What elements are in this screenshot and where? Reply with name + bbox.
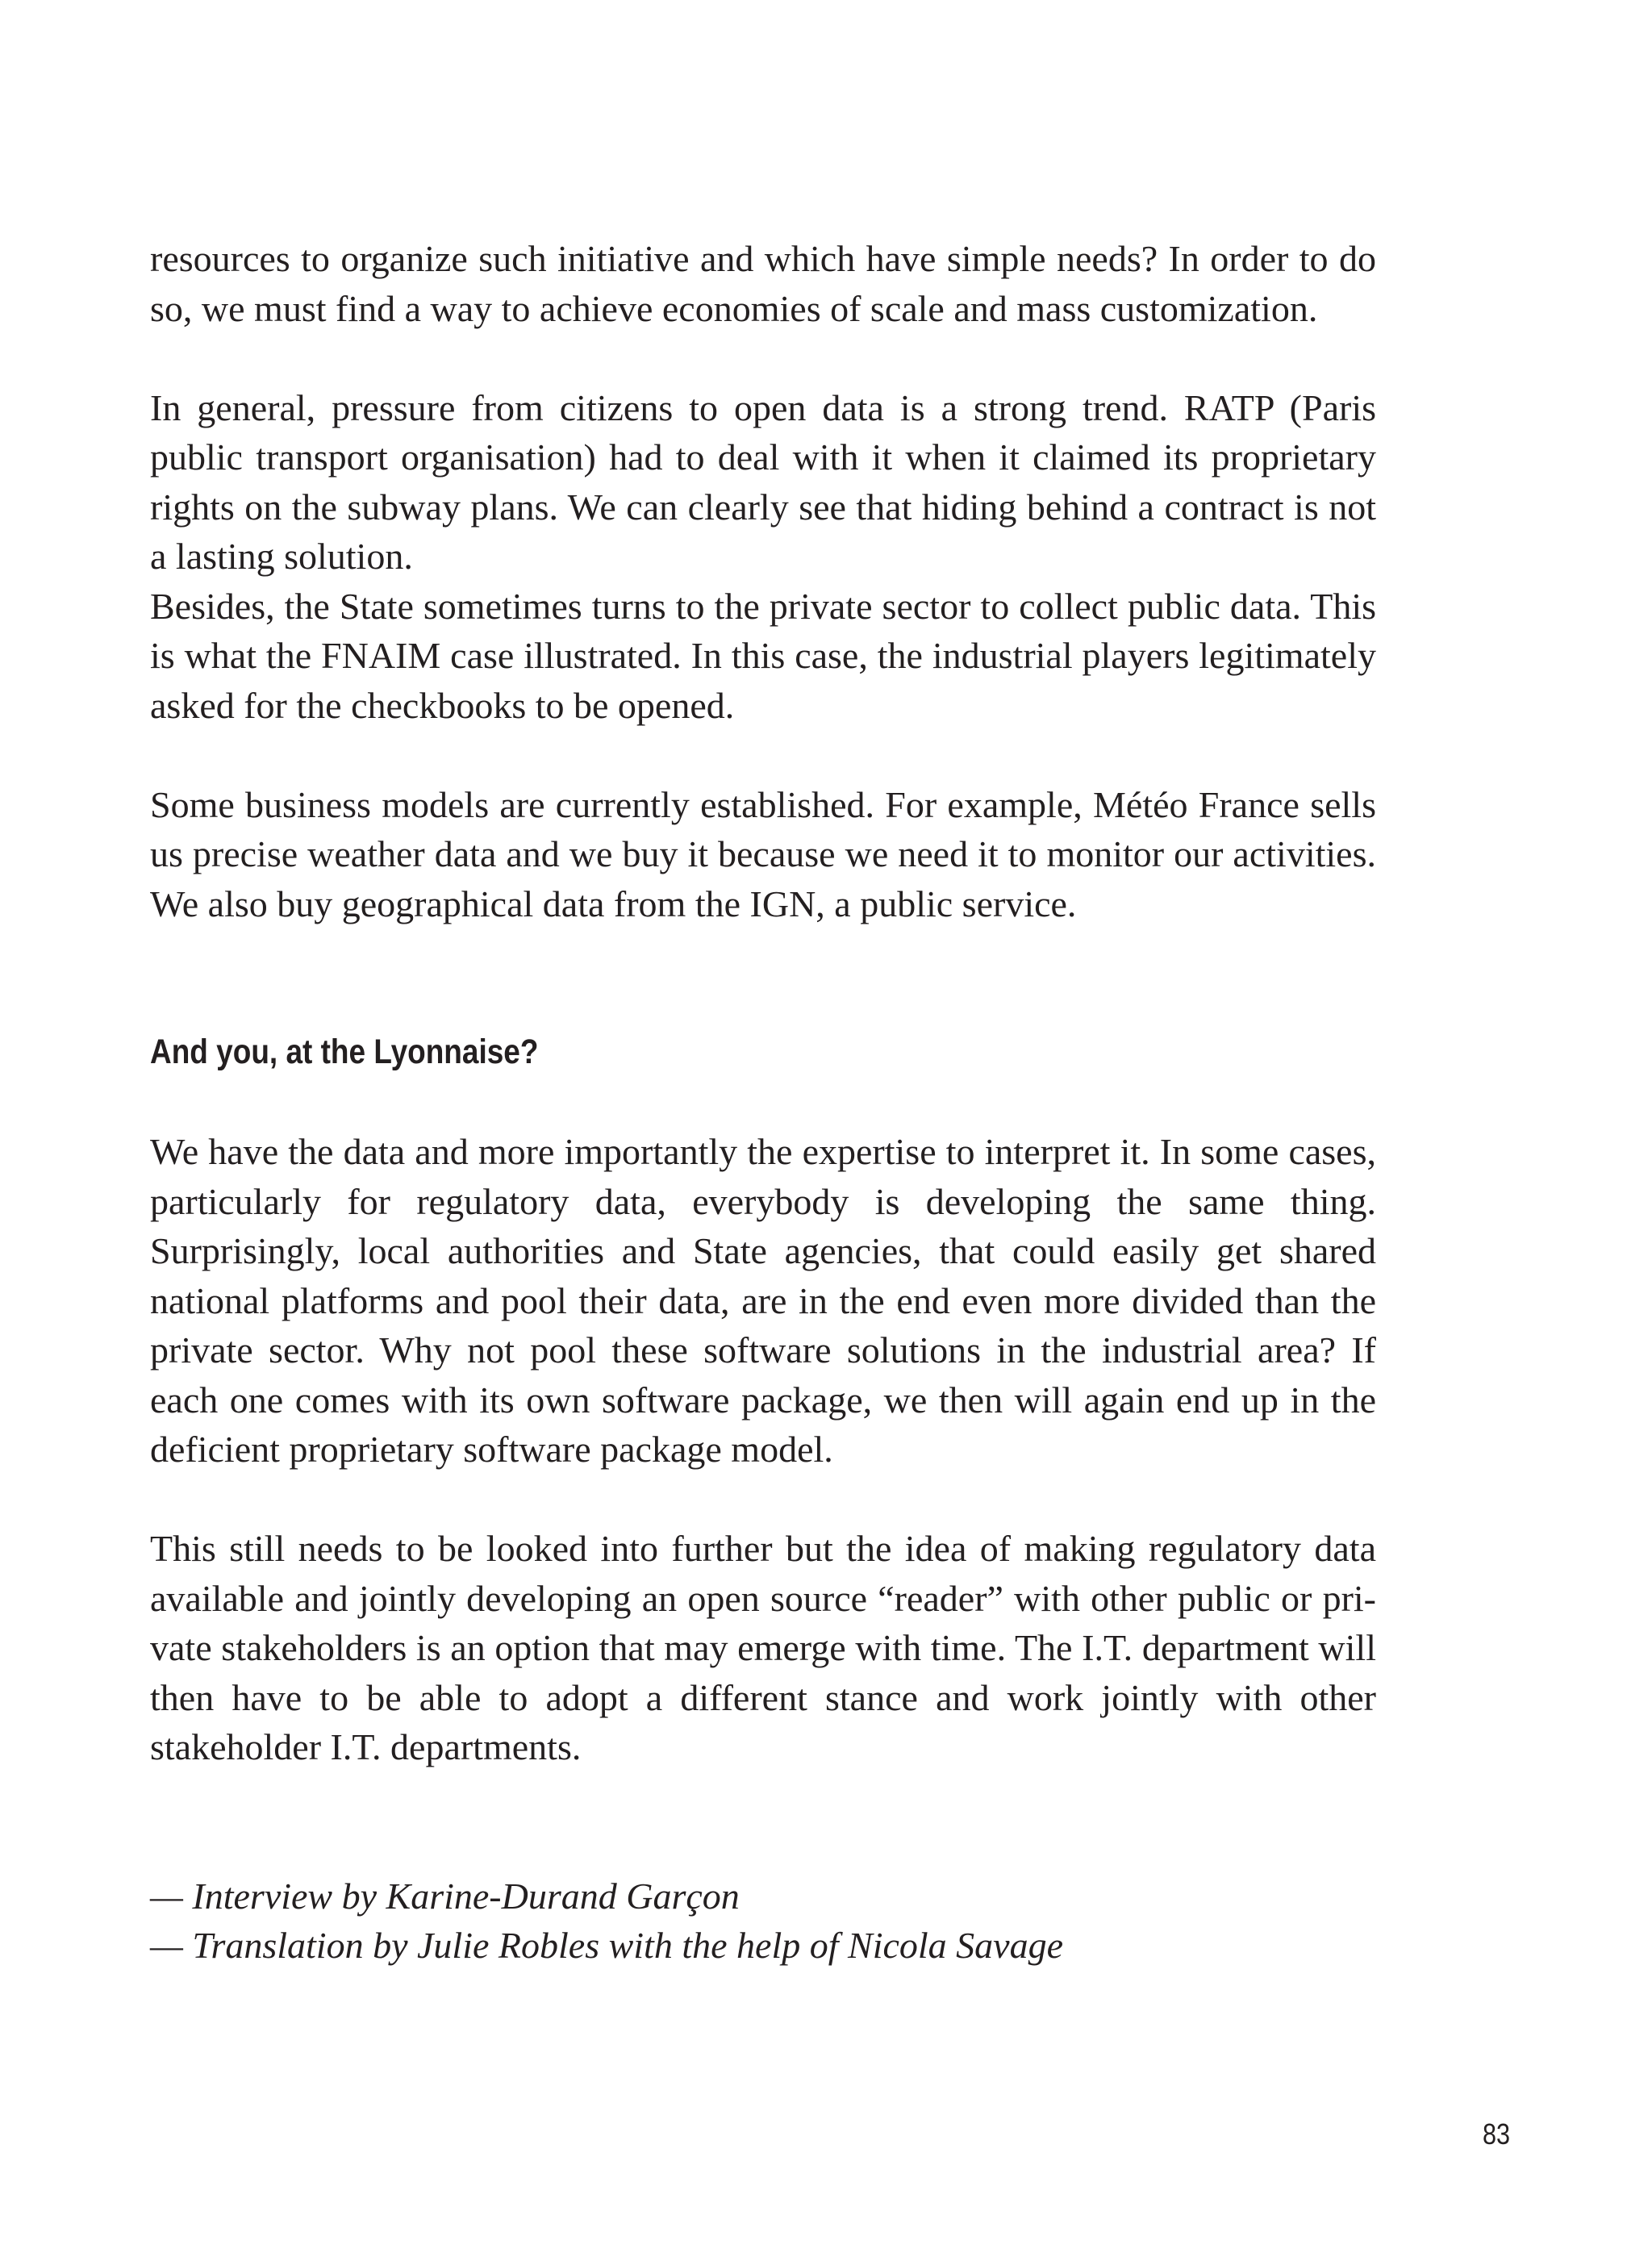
paragraph-gap — [150, 1772, 1376, 1822]
paragraph-gap — [150, 1821, 1376, 1871]
section-heading: And you, at the Lyonnaise? — [150, 1033, 539, 1071]
paragraph-business-models: Some business models are currently established. For example, Météo France sells us precise weather data and we buy it because we need it to monitor our activities. We also buy geographical data from the IGN, a public service. — [150, 783, 1376, 924]
paragraph-gap — [150, 978, 1376, 1028]
paragraph-gap — [150, 1475, 1376, 1525]
paragraph-gap — [150, 928, 1376, 978]
paragraph-expertise: We have the data and more importantly the expertise to interpret it. In some cases, particularly for regulatory data, everybody is developing the same thing. Surprisingly, local authorities and State agencies, that could easily get shared national platforms and pool their data, are in the end even more divided than the private sector. Why not pool these software solutions in the industrial area? If each one comes with its own software package, we then will again end up in the deficient proprietary software package model. — [150, 1131, 1376, 1470]
page-body — [150, 234, 1376, 1971]
paragraph-open-source-reader: This still needs to be looked into further but the idea of making regulatory data available and jointly developing an open source “reader” with other public or private stakeholders is an option that may emerge with time. The I.T. department will then have to be able to adopt a different stance and work jointly with other stakeholder I.T. departments. — [150, 1528, 1376, 1767]
page-number: 83 — [1483, 2117, 1511, 2151]
paragraph-private-sector: Besides, the State sometimes turns to the private sector to collect public data. This is what the FNAIM case illustrated. In this case, the industrial players legitimately asked for the checkbooks to be opened. — [150, 585, 1376, 726]
interview-credit: — Interview by Karine-Durand Garçon — [150, 1875, 740, 1917]
translation-credit: — Translation by Julie Robles with the help of Nicola Savage — [150, 1925, 1064, 1966]
paragraph-gap — [150, 730, 1376, 780]
paragraph-gap — [150, 1078, 1376, 1128]
paragraph-citizen-pressure: In general, pressure from citizens to open data is a strong trend. RATP (Paris public transport organisation) had to deal with it when it claimed its proprietary rights on the subway plans. We can clearly see that hiding behind a contract is not a lasting solution. — [150, 386, 1376, 577]
paragraph-gap — [150, 333, 1376, 383]
paragraph-economies-of-scale: resources to organize such initiative and which have simple needs? In order to do so, we must find a way to achieve economies of scale and mass customization. — [150, 238, 1376, 329]
